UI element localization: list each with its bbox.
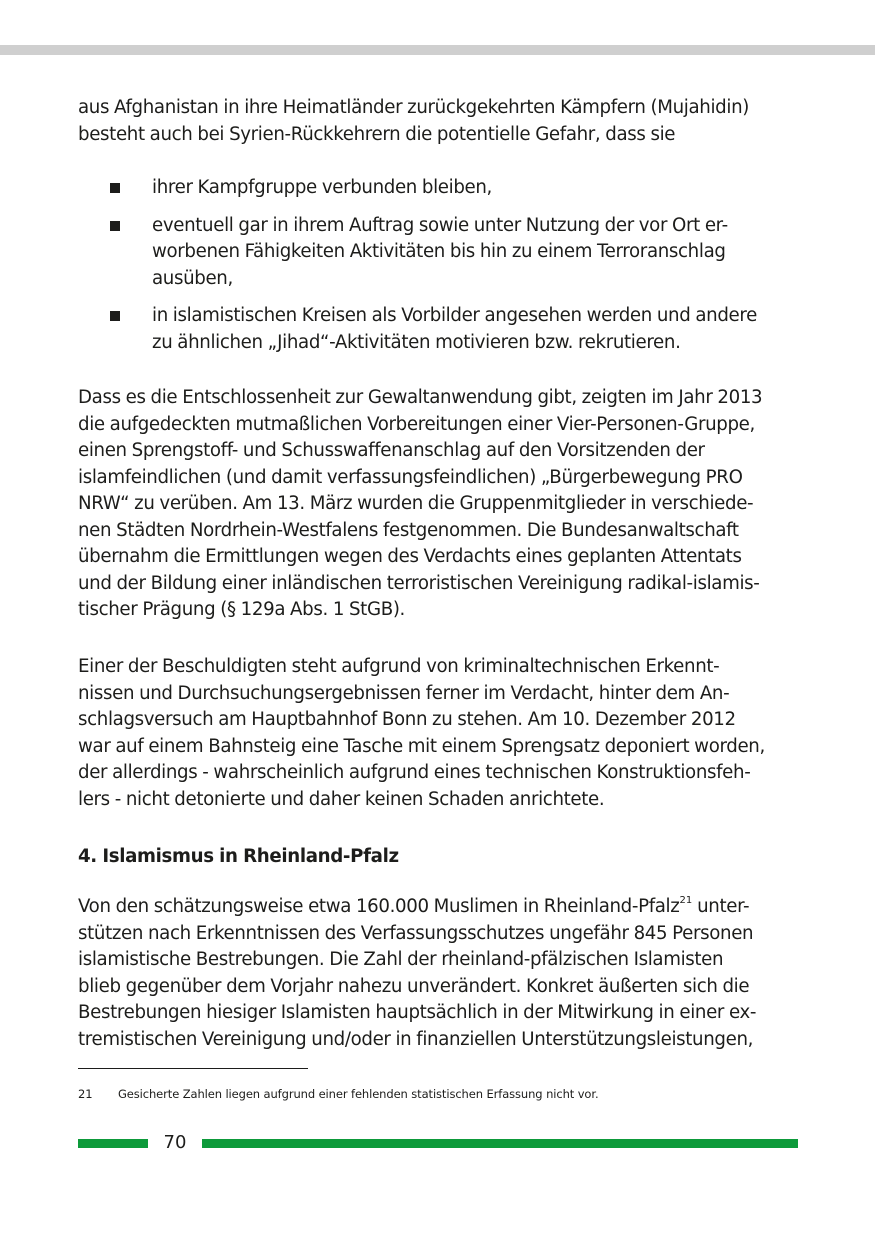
text-line: eventuell gar in ihrem Auftrag sowie unter Nutzung der vor Ort er- [152, 214, 728, 236]
text-line: tremistischen Vereinigung und/oder in finanziellen Unterstützungsleistungen, [78, 1028, 754, 1050]
text-line: tischer Prägung (§ 129a Abs. 1 StGB). [78, 599, 405, 620]
top-gray-rule [0, 45, 875, 55]
intro-paragraph [78, 95, 798, 148]
footnote-number: 21 [78, 1087, 93, 1101]
text-line: Dass es die Entschlossenheit zur Gewaltanwendung gibt, zeigten im Jahr 2013 [78, 387, 763, 408]
paragraph-rlp-islamism [78, 894, 798, 1053]
text-line: und der Bildung einer inländischen terroristischen Vereinigung radikal-islamis- [78, 572, 760, 594]
text-span: unter- [692, 896, 750, 917]
text-line: blieb gegenüber dem Vorjahr nahezu unverändert. Konkret äußerten sich die [78, 975, 750, 997]
text-line [78, 894, 798, 921]
footnote [78, 1086, 798, 1102]
list-item [78, 303, 798, 356]
text-line: stützen nach Erkenntnissen des Verfassungsschutzes ungefähr 845 Personen [78, 922, 754, 944]
text-line: besteht auch bei Syrien-Rückkehrern die potentielle Gefahr, dass sie [78, 123, 676, 145]
bullet-list [78, 175, 798, 367]
text-span: Von den schätzungsweise etwa 160.000 Muslimen in Rheinland-Pfalz [78, 896, 680, 917]
text-line: Bestrebungen hiesiger Islamisten hauptsächlich in der Mitwirkung in einer ex- [78, 1002, 757, 1023]
footer-bar-left [78, 1139, 148, 1148]
text-line: lers - nicht detonierte und daher keinen Schaden anrichtete. [78, 788, 605, 810]
list-item [78, 175, 798, 202]
text-line: war auf einem Bahnsteig eine Tasche mit einem Sprengsatz deponiert worden, [78, 735, 765, 757]
section-heading: 4. Islamismus in Rheinland-Pfalz [78, 846, 399, 867]
footer-bar-right [202, 1139, 798, 1148]
footnote-reference[interactable]: 21 [679, 894, 693, 906]
square-bullet-icon [110, 221, 120, 231]
text-line: nen Städten Nordrhein-Westfalens festgenommen. Die Bundesanwaltschaft [78, 519, 739, 541]
paragraph-bonn-attempt [78, 654, 798, 813]
text-line: nissen und Durchsuchungsergebnissen ferner im Verdacht, hinter dem An- [78, 682, 730, 704]
text-line: aus Afghanistan in ihre Heimatländer zurückgekehrten Kämpfern (Mujahidin) [78, 97, 749, 118]
text-line: übernahm die Ermittlungen wegen des Verdachts eines geplanten Attentats [78, 546, 742, 567]
text-line: die aufgedeckten mutmaßlichen Vorbereitungen einer Vier-Personen-Gruppe, [78, 413, 755, 435]
text-line: einen Sprengstoff- und Schusswaffenanschlag auf den Vorsitzenden der [78, 440, 705, 461]
text-line: ausüben, [152, 267, 233, 289]
text-line: worbenen Fähigkeiten Aktivitäten bis hin zu einem Terroranschlag [152, 241, 726, 262]
text-line: NRW“ zu verüben. Am 13. März wurden die Gruppenmitglieder in verschiede- [78, 493, 754, 514]
square-bullet-icon [110, 183, 120, 193]
footnote-text: Gesicherte Zahlen liegen aufgrund einer fehlenden statistischen Erfassung nicht vor. [118, 1087, 599, 1101]
text-line: islamistische Bestrebungen. Die Zahl der rheinland-pfälzischen Islamisten [78, 949, 724, 970]
page-number: 70 [163, 1132, 187, 1153]
square-bullet-icon [110, 311, 120, 321]
paragraph-attack-plot [78, 385, 798, 624]
text-line: schlagsversuch am Hauptbahnhof Bonn zu stehen. Am 10. Dezember 2012 [78, 709, 736, 730]
text-line: in islamistischen Kreisen als Vorbilder angesehen werden und andere [152, 305, 757, 326]
text-line: zu ähnlichen „Jihad“-Aktivitäten motivieren bzw. rekrutieren. [152, 331, 681, 353]
text-line: ihrer Kampfgruppe verbunden bleiben, [152, 177, 492, 198]
text-line: Einer der Beschuldigten steht aufgrund von kriminaltechnischen Erkennt- [78, 656, 720, 677]
list-item [78, 213, 798, 293]
text-line: islamfeindlichen (und damit verfassungsfeindlichen) „Bürgerbewegung PRO [78, 466, 743, 488]
footnote-separator [78, 1068, 308, 1069]
text-line: der allerdings - wahrscheinlich aufgrund eines technischen Konstruktionsfeh- [78, 762, 751, 783]
